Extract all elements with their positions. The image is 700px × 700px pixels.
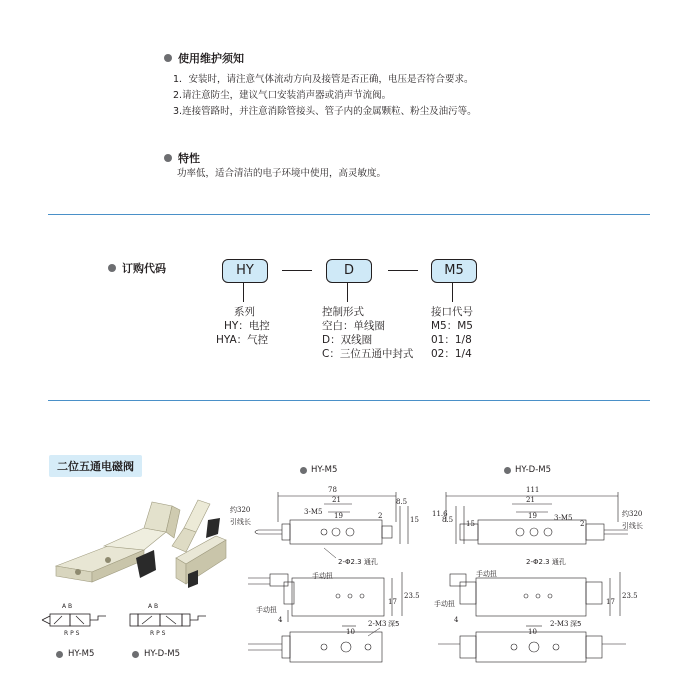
dim-21: 21 (332, 496, 341, 504)
divider (48, 214, 650, 215)
dim-m5: 3-M5 (554, 514, 573, 522)
bullet-icon (164, 54, 172, 62)
dim-8-5: 8.5 (442, 516, 454, 524)
manual-side-label: 手动扭 (256, 606, 277, 614)
symbol-port-label: A B (62, 603, 73, 610)
dim-11-6: 11.6 (432, 510, 448, 518)
series-line: HY：电控 (224, 320, 270, 332)
series-legend (216, 305, 270, 347)
dim-19: 19 (528, 512, 537, 520)
pneumatic-symbol-double (128, 608, 210, 634)
dim-19: 19 (334, 512, 343, 520)
maintenance-item: 3.连接管路时，并注意消除管接头、管子内的金属颗粒、粉尘及油污等。 (173, 106, 477, 117)
manual-top-label: 手动扭 (476, 570, 497, 578)
dim-23-5: 23.5 (622, 592, 638, 600)
dim-lead-label: 引线长 (622, 522, 643, 530)
dim-8-5: 8.5 (396, 498, 408, 506)
dim-depth: 深5 (388, 620, 400, 628)
dim-2: 2 (378, 512, 383, 520)
port-line: 01：1/8 (431, 334, 472, 346)
dim-lead: 约320 (622, 510, 643, 518)
leader-line (347, 282, 348, 302)
control-line: D：双线圈 (322, 334, 373, 346)
symbol-port-label: R P S (150, 630, 166, 637)
dim-hole: 2-Φ2.3 通孔 (526, 558, 566, 566)
code-box-port: M5 (431, 259, 477, 283)
control-legend (322, 305, 413, 361)
drawing-hy-d-m5-labels (430, 482, 656, 692)
code-box-control: D (326, 259, 372, 283)
order-code-title: 订购代码 (122, 262, 166, 275)
connector-line (282, 270, 312, 271)
dim-lead-label: 引线长 (230, 518, 251, 526)
dim-m3: 2-M3 (368, 620, 387, 628)
photo-label: HY-D-M5 (144, 649, 180, 659)
control-line: C：三位五通中封式 (322, 348, 414, 360)
port-line: M5：M5 (431, 320, 473, 332)
dim-m3: 2-M3 (550, 620, 569, 628)
maintenance-item: 1．安装时，请注意气体流动方向及接管是否正确，电压是否符合要求。 (173, 74, 474, 85)
bullet-icon (108, 264, 116, 272)
dim-10: 10 (346, 628, 355, 636)
port-legend (431, 305, 473, 361)
leader-line (452, 282, 453, 302)
bullet-icon (300, 467, 307, 474)
drawing-title: HY-M5 (311, 465, 338, 475)
dim-2: 2 (580, 520, 585, 528)
dim-m5: 3-M5 (304, 508, 323, 516)
dim-overall: 78 (328, 486, 337, 494)
manual-side-label: 手动扭 (434, 600, 455, 608)
drawing-title: HY-D-M5 (515, 465, 551, 475)
valve-photo (48, 488, 238, 598)
bullet-icon (164, 154, 172, 162)
drawing-hy-m5-labels (228, 482, 424, 692)
photo-label: HY-M5 (68, 649, 95, 659)
dim-lead: 约320 (230, 506, 251, 514)
symbol-port-label: R P S (64, 630, 80, 637)
double-coil-valve-image (172, 500, 226, 588)
dim-17: 17 (388, 598, 397, 606)
dim-21: 21 (526, 496, 535, 504)
dim-4: 4 (278, 616, 283, 624)
features-title: 特性 (178, 152, 200, 165)
bullet-icon (56, 651, 63, 658)
product-tag: 二位五通电磁阀 (49, 455, 142, 477)
dim-17: 17 (606, 598, 615, 606)
leader-line (243, 282, 244, 302)
series-line: HYA：气控 (216, 334, 269, 346)
symbol-port-label: A B (148, 603, 159, 610)
connector-line (388, 270, 418, 271)
dim-15: 15 (410, 516, 419, 524)
port-heading: 接口代号 (431, 306, 473, 318)
control-heading: 控制形式 (322, 306, 364, 318)
control-line: 空白：单线圈 (322, 320, 385, 332)
divider (48, 400, 650, 401)
maintenance-title: 使用维护须知 (178, 52, 244, 65)
dim-depth: 深5 (570, 620, 582, 628)
manual-top-label: 手动扭 (312, 572, 333, 580)
port-line: 02：1/4 (431, 348, 472, 360)
single-coil-valve-image (56, 502, 180, 582)
dim-10: 10 (528, 628, 537, 636)
dim-overall: 111 (526, 486, 540, 494)
dim-23-5: 23.5 (404, 592, 420, 600)
bullet-icon (132, 651, 139, 658)
dim-15: 15 (466, 520, 475, 528)
dim-hole: 2-Φ2.3 通孔 (338, 558, 378, 566)
series-heading: 系列 (234, 306, 255, 318)
bullet-icon (504, 467, 511, 474)
code-box-series: HY (222, 259, 268, 283)
dim-4: 4 (454, 616, 459, 624)
features-text: 功率低，适合清洁的电子环境中使用，高灵敏度。 (177, 168, 387, 179)
maintenance-item: 2.请注意防尘，建议气口安装消声器或消声节流阀。 (173, 90, 392, 101)
